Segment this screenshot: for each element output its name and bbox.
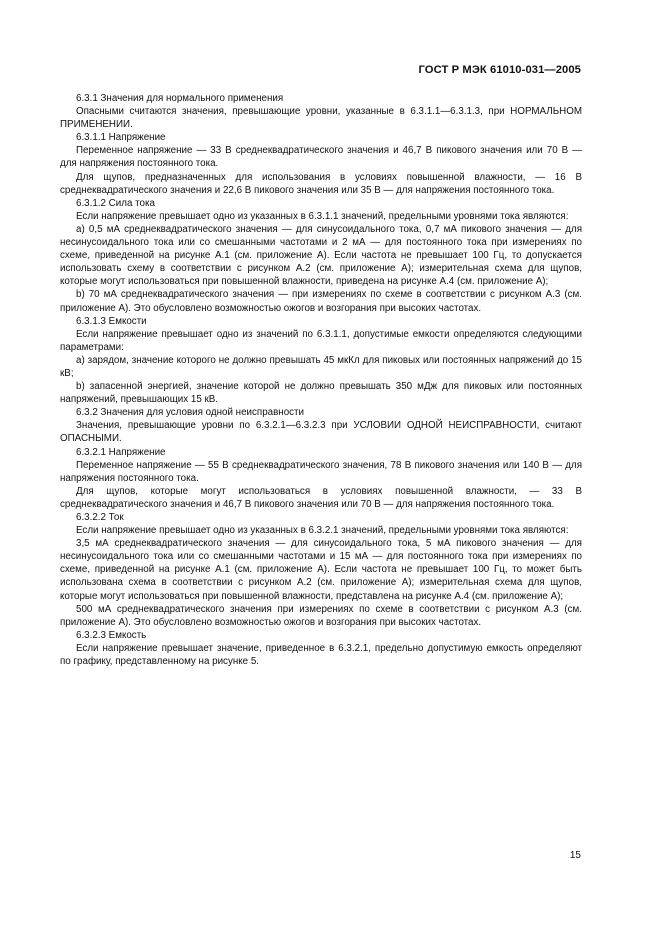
paragraph: Переменное напряжение — 55 В среднеквадратического значения, 78 В пикового значения или 140 В — для напряжения постоянного тока. (60, 459, 582, 484)
document-body (60, 92, 582, 668)
list-item: b) запасенной энергией, значение которой не должно превышать 350 мДж для пиковых или постоянных напряжений, превышающих 15 кВ. (60, 381, 582, 406)
section-heading-6-3-1-1: 6.3.1.1 Напряжение (76, 132, 166, 144)
section-heading-6-3-1-3: 6.3.1.3 Емкости (76, 315, 147, 327)
section-heading-6-3-2: 6.3.2 Значения для условия одной неисправности (76, 407, 305, 419)
paragraph: 3,5 мА среднеквадратического значения — для синусоидального тока, 5 мА пикового значения — для несинусоидального тока или со смешанными частотами и 15 мА — для постоянного тока при измерениях по схеме, приведенной на рисунке А.1 (см. приложение А). Если частота не превышает 100 Гц, то может быть использована схема в соответствии с рисунком А.2 (см. приложение А); измерительная схема для щупов, которые могут использоваться при повышенной влажности, представлена на рисунке А.4 (см. приложение А); (60, 538, 582, 602)
page-number: 15 (569, 850, 581, 861)
section-heading-6-3-2-2: 6.3.2.2 Ток (76, 512, 124, 523)
section-heading-6-3-1: 6.3.1 Значения для нормального применения (76, 93, 284, 104)
section-heading-6-3-1-2: 6.3.1.2 Сила тока (76, 197, 155, 209)
paragraph: Если напряжение превышает одно из указанных в 6.3.1.1 значений, предельными уровнями тока являются: (76, 210, 569, 222)
paragraph: Если напряжение превышает одно из значений по 6.3.1.1, допустимые емкости определяются следующими параметрами: (60, 328, 582, 353)
paragraph: Если напряжение превышает одно из указанных в 6.3.2.1 значений, предельными уровнями тока являются: (76, 525, 569, 537)
paragraph: Опасными считаются значения, превышающие уровни, указанные в 6.3.1.1—6.3.1.3, при НОРМАЛЬНОМ ПРИМЕНЕНИИ. (60, 106, 582, 131)
paragraph: 500 мА среднеквадратического значения при измерениях по схеме в соответствии с рисунком А.3 (см. приложение А). Это обусловлено возможностью ожогов и возгорания при высоких частотах. (60, 603, 582, 628)
paragraph: Для щупов, предназначенных для использования в условиях повышенной влажности, — 16 В среднеквадратического значения и 22,6 В пикового значения или 35 В — для напряжения постоянного тока. (60, 171, 582, 196)
paragraph: Если напряжение превышает значение, приведенное в 6.3.2.1, предельно допустимую емкость определяют по графику, представленному на рисунке 5. (60, 642, 582, 668)
paragraph: Для щупов, которые могут использоваться в условиях повышенной влажности, — 33 В среднеквадратического значения и 46,7 В пикового значения или 70 В — для напряжения постоянного тока. (60, 485, 582, 510)
list-item: a) зарядом, значение которого не должно превышать 45 мкКл для пиковых или постоянных напряжений до 15 кВ; (60, 354, 582, 379)
paragraph: Переменное напряжение — 33 В среднеквадратического значения и 46,7 В пикового значения или 70 В — для напряжения постоянного тока. (60, 145, 582, 170)
section-heading-6-3-2-3: 6.3.2.3 Емкость (76, 629, 147, 641)
list-item: a) 0,5 мА среднеквадратического значения — для синусоидального тока, 0,7 мА пикового значения — для несинусоидального тока или со смешанными частотами и 2 мА — для постоянного тока при измерениях по схеме, приведенной на рисунке А.1 (см. приложение А). Если частота не превышает 100 Гц, то допускается использовать схему в соответствии с рисунком А.2 (см. приложение А); измерительная схема для щупов, которые могут использоваться при повышенной влажности, приведена на рисунке А.4 (см. приложение А); (60, 223, 582, 288)
standard-designation: ГОСТ Р МЭК 61010-031—2005 (418, 64, 581, 76)
list-item: b) 70 мА среднеквадратического значения — при измерениях по схеме в соответствии с рисунком А.3 (см. приложение А). Это обусловлено возможностью ожогов и возгорания при высоких частотах. (60, 289, 582, 314)
paragraph: Значения, превышающие уровни по 6.3.2.1—6.3.2.3 при УСЛОВИИ ОДНОЙ НЕИСПРАВНОСТИ, считают ОПАСНЫМИ. (60, 420, 582, 445)
section-heading-6-3-2-1: 6.3.2.1 Напряжение (76, 446, 166, 458)
